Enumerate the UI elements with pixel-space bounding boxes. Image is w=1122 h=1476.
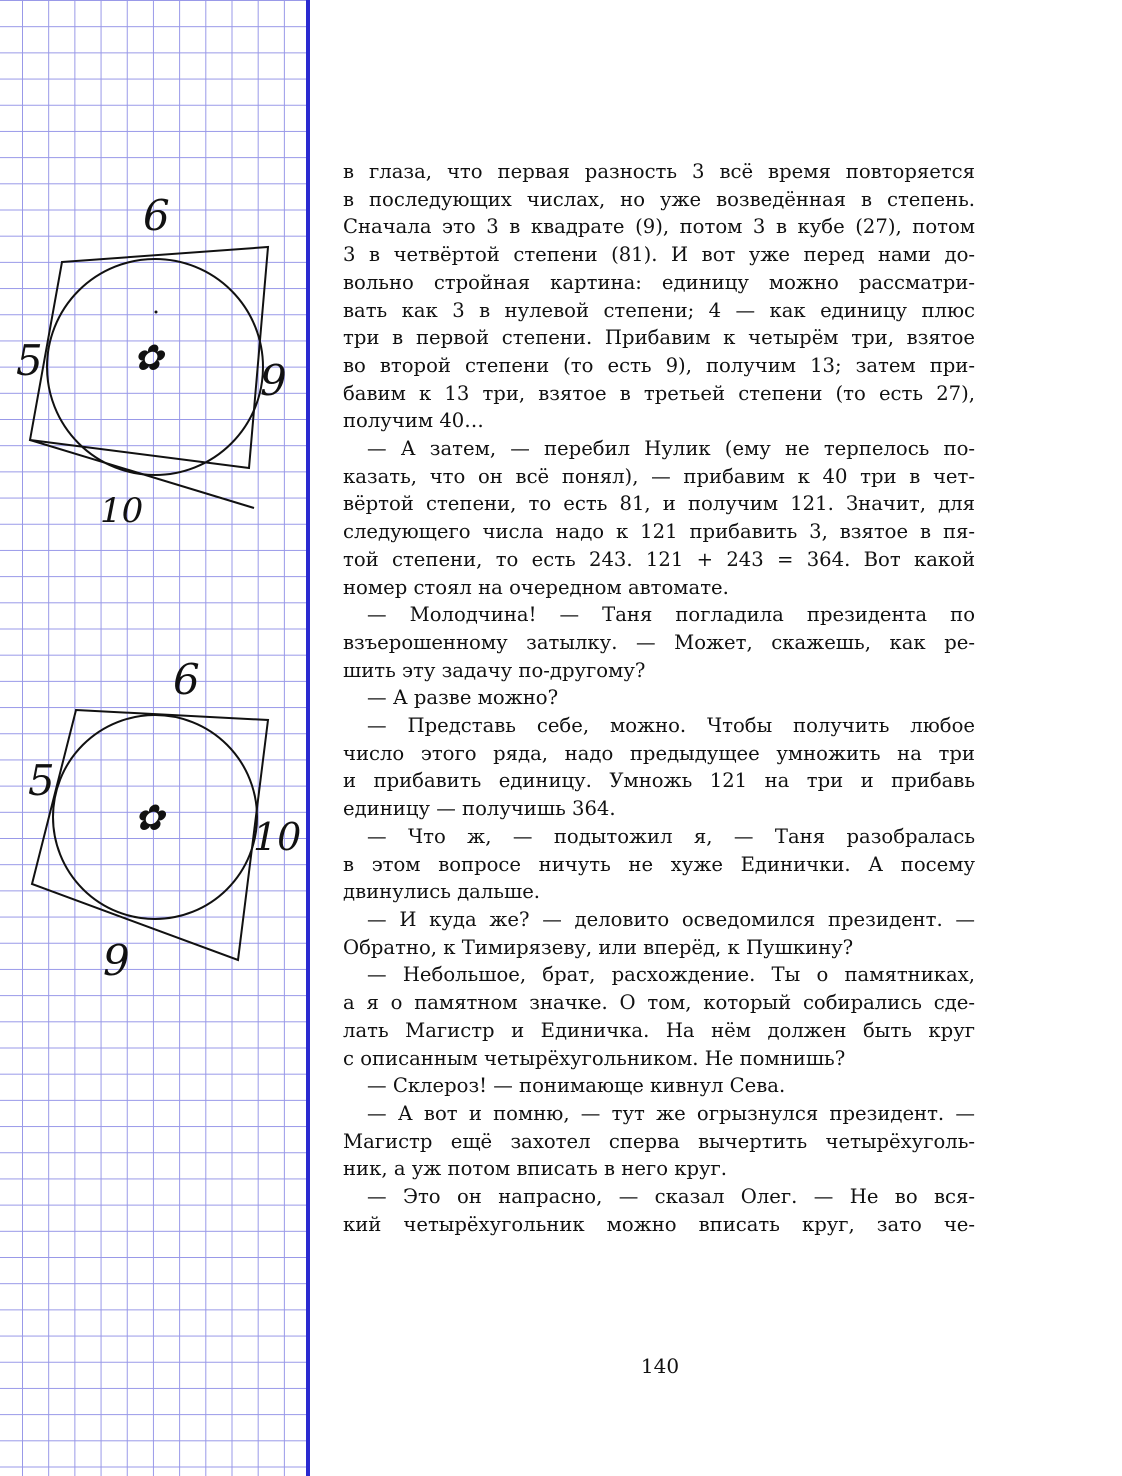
text-line: — А вот и помню, — тут же огрызнулся президент. — (367, 1101, 975, 1125)
bottom-flower-icon: ✿ (134, 798, 165, 839)
text-line: в глаза, что первая разность 3 всё время повторяется (343, 160, 975, 183)
text-line: Магистр ещё захотел сперва вычертить четырёхуголь- (343, 1129, 975, 1153)
text-line: вать как 3 в нулевой степени; 4 — как единицу плюс (343, 298, 975, 322)
text-line: бавим к 13 три, взятое в третьей степени (то есть 27), (343, 381, 975, 405)
top-label-10: 10 (100, 491, 144, 531)
margin-line (306, 0, 310, 1476)
text-line: — Представь себе, можно. Чтобы получить любое (367, 714, 975, 738)
text-line: — Это он напрасно, — сказал Олег. — Не во вся- (367, 1185, 975, 1209)
bottom-label-5: 5 (28, 756, 55, 805)
text-line: — А затем, — перебил Нулик (ему не терпелось по- (367, 437, 975, 461)
hand-drawn-sketches (0, 0, 306, 1476)
top-label-6: 6 (143, 191, 170, 240)
text-line: с описанным четырёхугольником. Не помнишь? (343, 1046, 846, 1070)
text-line: номер стоял на очередном автомате. (343, 575, 729, 599)
bottom-label-9: 9 (103, 936, 130, 985)
text-line: — Склероз! — понимающе кивнул Сева. (367, 1074, 786, 1098)
text-line: той степени, то есть 243. 121 + 243 = 364. Вот какой (343, 547, 975, 571)
top-label-9: 9 (260, 356, 287, 405)
text-line: — Небольшое, брат, расхождение. Ты о памятниках, (367, 963, 975, 987)
text-line: в последующих числах, но уже возведённая в степень. (343, 187, 975, 211)
text-line: число этого ряда, надо предыдущее умножить на три (343, 741, 975, 765)
bottom-label-6: 6 (173, 655, 200, 704)
text-line: в этом вопросе ничуть не хуже Единички. А посему (343, 852, 975, 876)
top-flower-icon: ✿ (133, 338, 164, 379)
text-line: шить эту задачу по-другому? (343, 658, 646, 682)
text-line: лать Магистр и Единичка. На нём должен быть круг (343, 1018, 975, 1042)
text-line: ник, а уж потом вписать в него круг. (343, 1157, 728, 1181)
text-line: Сначала это 3 в квадрате (9), потом 3 в кубе (27), потом (343, 215, 975, 239)
page-number: 140 (640, 1354, 680, 1378)
top-label-5: 5 (16, 336, 43, 385)
text-line: двинулись дальше. (343, 880, 541, 904)
text-line: — Что ж, — подытожил я, — Таня разобралась (367, 824, 975, 848)
text-line: взъерошенному затылку. — Может, скажешь, как ре- (343, 630, 975, 654)
text-line: 3 в четвёртой степени (81). И вот уже перед нами до- (343, 243, 975, 267)
top-center-dot (155, 311, 158, 314)
text-line: вольно стройная картина: единицу можно рассматри- (343, 270, 975, 294)
text-line: — И куда же? — деловито осведомился президент. — (367, 907, 975, 931)
text-line: единицу — получишь 364. (343, 797, 616, 821)
text-line: следующего числа надо к 121 прибавить 3, взятое в пя- (343, 520, 975, 544)
text-line: во второй степени (то есть 9), получим 13; затем при- (343, 353, 975, 377)
body-text (343, 158, 975, 1238)
text-line: казать, что он всё понял), — прибавим к 40 три в чет- (343, 464, 975, 488)
text-line: а я о памятном значке. О том, который собирались сде- (343, 991, 975, 1015)
text-line: кий четырёхугольник можно вписать круг, зато че- (343, 1212, 975, 1236)
text-line: — Молодчина! — Таня погладила президента по (367, 603, 975, 627)
text-line: — А разве можно? (367, 686, 559, 710)
bottom-label-10: 10 (253, 815, 302, 859)
text-line: и прибавить единицу. Умножь 121 на три и прибавь (343, 769, 975, 793)
text-line: Обратно, к Тимирязеву, или вперёд, к Пушкину? (343, 935, 854, 959)
text-line: вёртой степени, то есть 81, и получим 121. Значит, для (343, 492, 975, 516)
text-line: получим 40… (343, 409, 484, 433)
text-line: три в первой степени. Прибавим к четырём три, взятое (343, 326, 975, 350)
